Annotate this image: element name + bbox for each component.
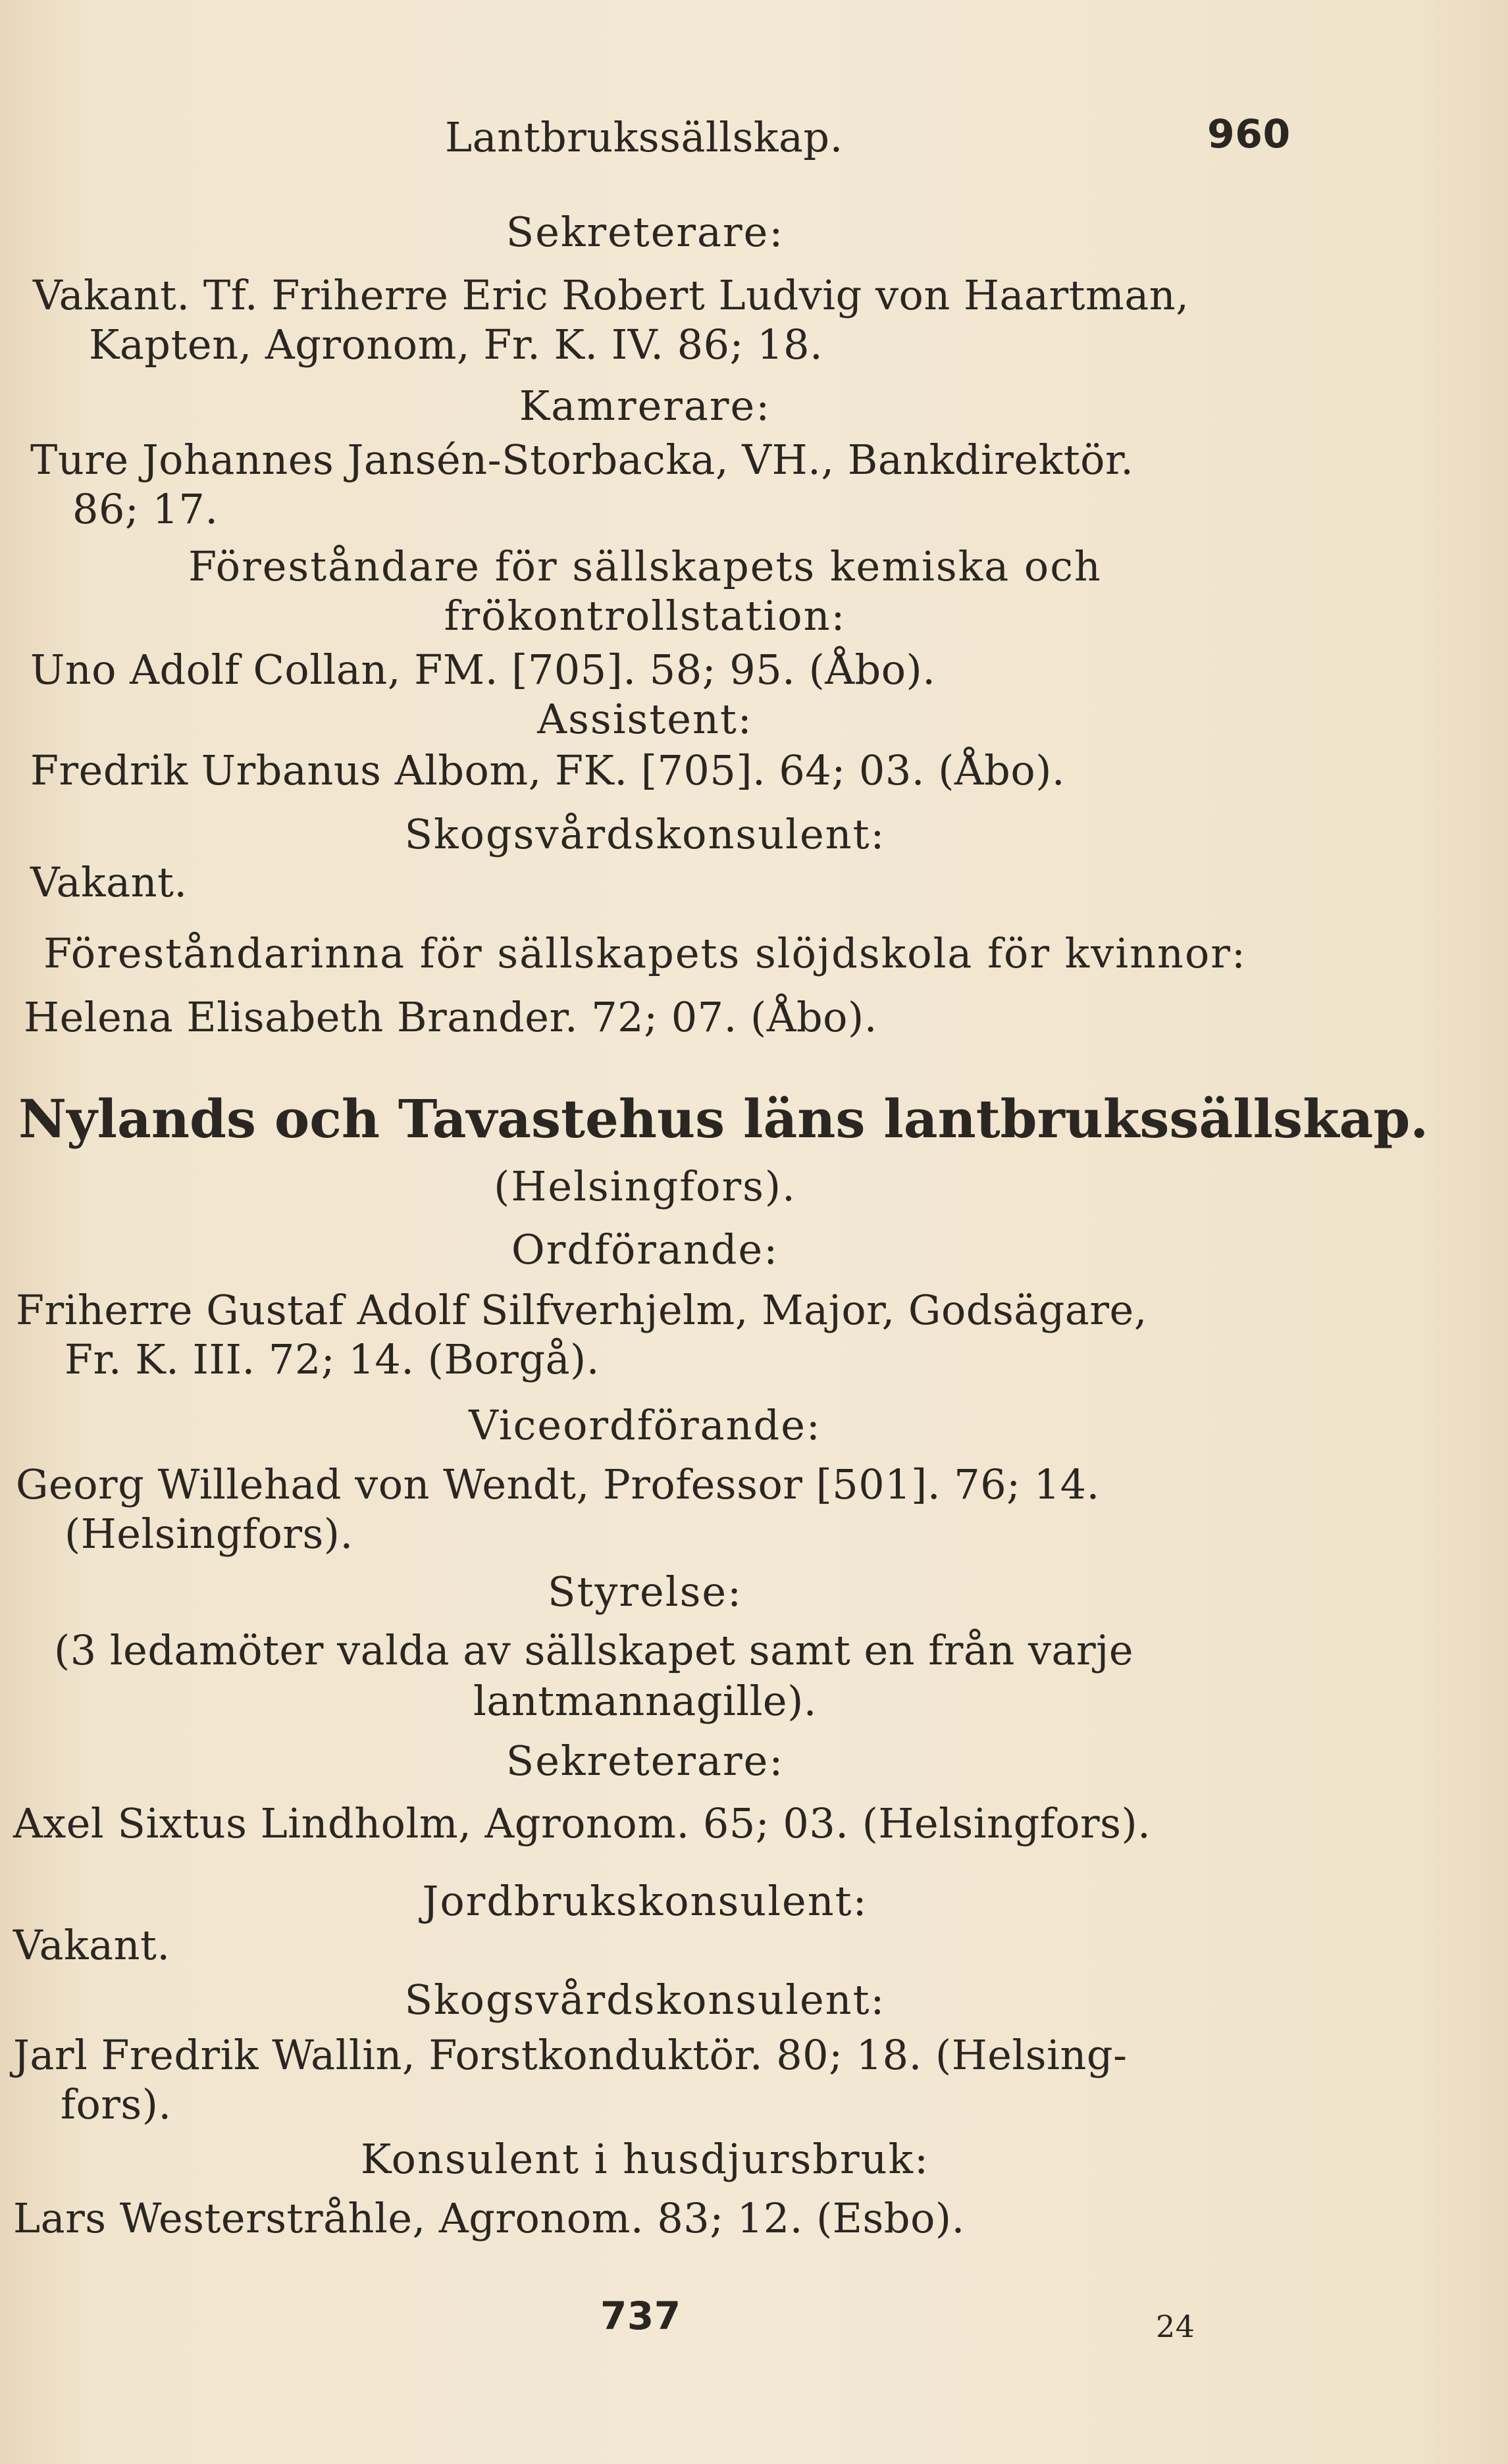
role-heading: frökontrollstation: (444, 592, 846, 640)
role-heading: Föreståndarinna för sällskapets slöjdskola för kvinnor: (43, 929, 1247, 977)
entry-line: Axel Sixtus Lindholm, Agronom. 65; 03. (Helsingfors). (13, 1799, 1151, 1847)
role-heading: Skogsvårdskonsulent: (404, 810, 886, 858)
role-heading: Sekreterare: (506, 208, 785, 256)
folio-number: 737 (600, 2294, 681, 2338)
role-heading: Ordförande: (511, 1225, 779, 1273)
section-location: (Helsingfors). (494, 1162, 796, 1210)
entry-line: Georg Willehad von Wendt, Professor [501]. 76; 14. (16, 1460, 1100, 1508)
entry-line: Friherre Gustaf Adolf Silfverhjelm, Major, Godsägare, (16, 1286, 1147, 1334)
signature-mark: 24 (1156, 2309, 1195, 2344)
entry-line: Ture Johannes Jansén-Storbacka, VH., Bankdirektör. (30, 436, 1134, 484)
role-heading: Jordbrukskonsulent: (422, 1877, 868, 1925)
section-title: Nylands och Tavastehus läns lantbrukssällskap. (18, 1088, 1429, 1150)
page-number: 960 (1207, 111, 1291, 157)
entry-line: Vakant. Tf. Friherre Eric Robert Ludvig von Haartman, (33, 271, 1189, 319)
entry-line: Vakant. (13, 1921, 170, 1969)
role-heading: Konsulent i husdjursbruk: (361, 2135, 929, 2183)
entry-line: Jarl Fredrik Wallin, Forstkonduktör. 80; 18. (Helsing- (13, 2031, 1128, 2079)
running-title: Lantbrukssällskap. (445, 113, 843, 161)
entry-line: Kapten, Agronom, Fr. K. IV. 86; 18. (89, 321, 823, 369)
entry-line: Uno Adolf Collan, FM. [705]. 58; 95. (Åbo). (30, 646, 936, 694)
entry-line: 86; 17. (72, 485, 219, 533)
role-heading: Skogsvårdskonsulent: (404, 1976, 886, 2024)
role-heading: Viceordförande: (469, 1401, 821, 1449)
entry-line: Helena Elisabeth Brander. 72; 07. (Åbo). (24, 993, 877, 1041)
role-heading: Styrelse: (548, 1568, 742, 1616)
role-heading: Sekreterare: (506, 1737, 785, 1785)
entry-line: (Helsingfors). (65, 1510, 353, 1558)
role-heading: Assistent: (537, 695, 753, 743)
entry-line: (3 ledamöter valda av sällskapet samt en från varje (54, 1626, 1134, 1674)
entry-line: Lars Westerstråhle, Agronom. 83; 12. (Esbo). (13, 2194, 965, 2242)
role-heading: Kamrerare: (519, 382, 771, 430)
entry-line: Fredrik Urbanus Albom, FK. [705]. 64; 03. (Åbo). (30, 746, 1066, 794)
entry-line: Vakant. (30, 858, 188, 906)
entry-line: Fr. K. III. 72; 14. (Borgå). (65, 1335, 600, 1383)
entry-line: lantmannagille). (473, 1677, 817, 1725)
entry-line: fors). (61, 2080, 172, 2128)
role-heading: Föreståndare för sällskapets kemiska och (188, 542, 1102, 590)
